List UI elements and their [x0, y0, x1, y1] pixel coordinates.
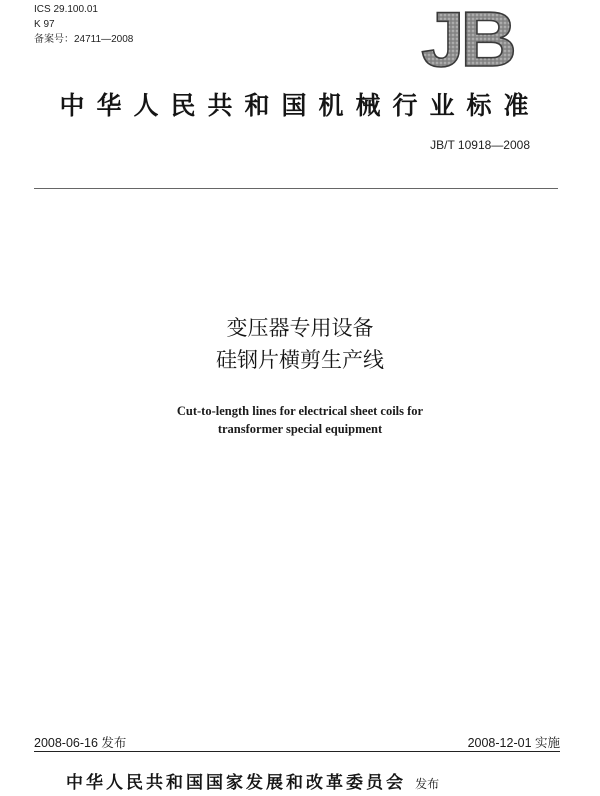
- standard-number: JB/T 10918—2008: [430, 138, 530, 152]
- english-title: [0, 402, 600, 438]
- classification-block: [34, 2, 133, 47]
- implementation-date: 2008-12-01 实施: [467, 736, 560, 750]
- english-title-line-2: transformer special equipment: [217, 422, 383, 436]
- english-title-line-1: Cut-to-length lines for electrical sheet coils for: [176, 404, 424, 418]
- issuer-action: 发布: [415, 777, 440, 791]
- jb-logo: [408, 6, 526, 72]
- filing-number: 备案号：24711—2008: [34, 34, 134, 45]
- issuer-name: 中华人民共和国国家发展和改革委员会: [66, 773, 406, 793]
- issue-date: 2008-06-16 发布: [34, 736, 127, 750]
- jb-logo-text: JB: [421, 6, 513, 72]
- ccs-code: K 97: [34, 19, 55, 30]
- chinese-title-line-2: 硅钢片横剪生产线: [216, 348, 384, 372]
- standard-category-title: 中华人民共和国机械行业标准: [59, 91, 541, 120]
- header-divider: [34, 188, 558, 189]
- chinese-title: [0, 312, 600, 376]
- footer-divider: [34, 751, 560, 752]
- chinese-title-line-1: 变压器专用设备: [226, 316, 374, 340]
- issuer-line: [66, 768, 439, 793]
- ics-code: ICS 29.100.01: [34, 4, 98, 15]
